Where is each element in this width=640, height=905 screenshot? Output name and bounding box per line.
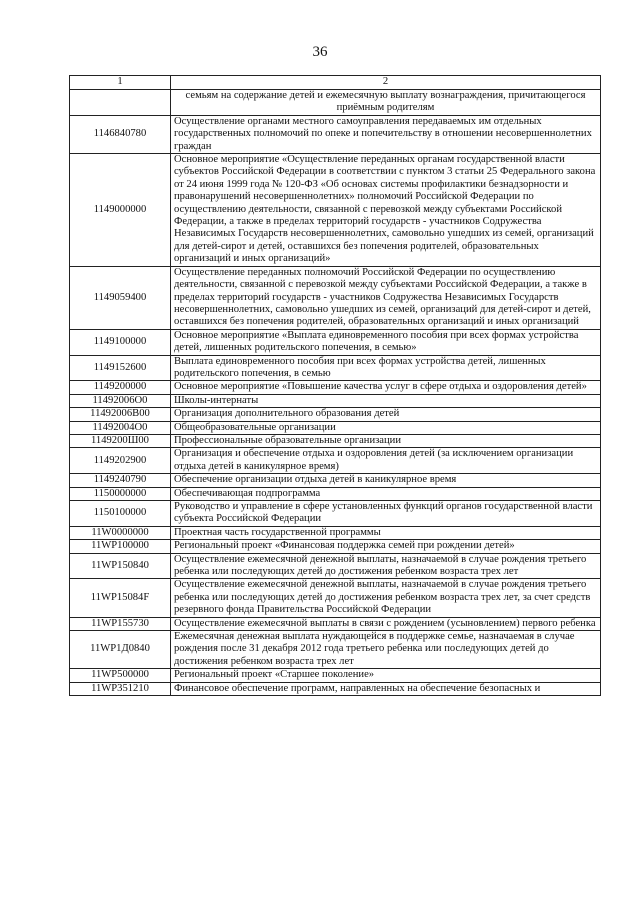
target-code-cell: 1149000000 (70, 154, 171, 267)
table-row (70, 540, 601, 553)
description-cell: Осуществление переданных полномочий Российской Федерации по осуществлению деятельности, связанной с перевозкой между субъектами Российской Федерации, а также в пределах территорий государств - участников Содружества Независимых Государств несовершеннолетних, самовольно ушедших из семей, организаций для детей-сирот и детей, оставшихся без попечения родителей, образовательных организаций и иных организаций (171, 266, 601, 329)
description-cell: Организация дополнительного образования детей (171, 408, 601, 421)
description-cell: Осуществление органами местного самоуправления передаваемых им отдельных государственных полномочий по опеке и попечительству в отношении несовершеннолетних граждан (171, 115, 601, 153)
target-code-cell: 11WP351210 (70, 682, 171, 695)
table-row (70, 553, 601, 579)
table-row (70, 631, 601, 669)
description-cell: Обеспечивающая подпрограмма (171, 487, 601, 500)
table-body (70, 90, 601, 696)
target-code-cell: 11WP155730 (70, 617, 171, 630)
table-row (70, 394, 601, 407)
target-code-cell: 11WP15084F (70, 579, 171, 617)
target-code-cell: 1150000000 (70, 487, 171, 500)
target-code-cell: 1149100000 (70, 329, 171, 355)
target-code-cell (70, 90, 171, 116)
target-code-cell: 1149152600 (70, 355, 171, 381)
table-row (70, 266, 601, 329)
table-row (70, 682, 601, 695)
table-row (70, 501, 601, 527)
column-header-2: 2 (171, 76, 601, 90)
table-row (70, 579, 601, 617)
description-cell: Организация и обеспечение отдыха и оздоровления детей (за исключением организации отдыха детей в каникулярное время) (171, 448, 601, 474)
target-code-cell: 1149200Ш00 (70, 434, 171, 447)
table-row (70, 434, 601, 447)
table-row (70, 474, 601, 487)
budget-classification-table (69, 75, 601, 696)
table-header-row (70, 76, 601, 90)
table-row (70, 329, 601, 355)
description-cell: Руководство и управление в сфере установленных функций органов государственной власти субъекта Российской Федерации (171, 501, 601, 527)
description-cell: Региональный проект «Старшее поколение» (171, 669, 601, 682)
target-code-cell: 1149240790 (70, 474, 171, 487)
description-cell: Выплата единовременного пособия при всех формах устройства детей, лишенных родительского попечения, в семью (171, 355, 601, 381)
table-row (70, 448, 601, 474)
target-code-cell: 11492004О0 (70, 421, 171, 434)
description-cell: Осуществление ежемесячной выплаты в связи с рождением (усыновлением) первого ребенка (171, 617, 601, 630)
table-row (70, 381, 601, 394)
target-code-cell: 11W0000000 (70, 526, 171, 539)
description-cell: Общеобразовательные организации (171, 421, 601, 434)
description-cell: Обеспечение организации отдыха детей в каникулярное время (171, 474, 601, 487)
target-code-cell: 1149202900 (70, 448, 171, 474)
description-cell: Основное мероприятие «Осуществление переданных органам государственной власти субъектов Российской Федерации в соответствии с пунктом 3 статьи 25 Федерального закона от 24 июня 1999 года № 120-ФЗ «Об основах системы профилактики безнадзорности и правонарушений несовершеннолетних» полномочий Российской Федерации по осуществлению деятельности, связанной с перевозкой между субъектами Российской Федерации, а также в пределах территорий государств - участников Содружества Независимых Государств несовершеннолетних, самовольно ушедших из семей, организаций для детей-сирот и детей, оставшихся без попечения родителей, образовательных организаций и иных организаций» (171, 154, 601, 267)
description-cell: Финансовое обеспечение программ, направленных на обеспечение безопасных и (171, 682, 601, 695)
description-cell: Профессиональные образовательные организации (171, 434, 601, 447)
table-row (70, 617, 601, 630)
page-number: 36 (312, 44, 328, 60)
table-row (70, 355, 601, 381)
target-code-cell: 11WP100000 (70, 540, 171, 553)
table-row (70, 115, 601, 153)
target-code-cell: 1149200000 (70, 381, 171, 394)
table-row (70, 487, 601, 500)
description-cell: Проектная часть государственной программы (171, 526, 601, 539)
description-cell: Осуществление ежемесячной денежной выплаты, назначаемой в случае рождения третьего ребенка или последующих детей до достижения ребенком возраста трех лет, за счет средств резервного фонда Правительства Российской Федерации (171, 579, 601, 617)
column-header-1: 1 (70, 76, 171, 90)
target-code-cell: 11WP500000 (70, 669, 171, 682)
description-cell: семьям на содержание детей и ежемесячную выплату вознаграждения, причитающегося приёмным родителям (171, 90, 601, 116)
table-row (70, 526, 601, 539)
description-cell: Осуществление ежемесячной денежной выплаты, назначаемой в случае рождения третьего ребенка или последующих детей до достижения ребенком возраста трех лет (171, 553, 601, 579)
target-code-cell: 11492006О0 (70, 394, 171, 407)
table-row (70, 408, 601, 421)
description-cell: Региональный проект «Финансовая поддержка семей при рождении детей» (171, 540, 601, 553)
description-cell: Школы-интернаты (171, 394, 601, 407)
description-cell: Основное мероприятие «Выплата единовременного пособия при всех формах устройства детей, лишенных родительского попечения, в семью» (171, 329, 601, 355)
table-row (70, 90, 601, 116)
table-row (70, 421, 601, 434)
target-code-cell: 1149059400 (70, 266, 171, 329)
table-row (70, 669, 601, 682)
table-row (70, 154, 601, 267)
target-code-cell: 11WP150840 (70, 553, 171, 579)
target-code-cell: 1150100000 (70, 501, 171, 527)
target-code-cell: 11WP1Д0840 (70, 631, 171, 669)
target-code-cell: 1146840780 (70, 115, 171, 153)
description-cell: Основное мероприятие «Повышение качества услуг в сфере отдыха и оздоровления детей» (171, 381, 601, 394)
target-code-cell: 11492006В00 (70, 408, 171, 421)
description-cell: Ежемесячная денежная выплата нуждающейся в поддержке семье, назначаемая в случае рождения после 31 декабря 2012 года третьего ребенка или последующих детей до достижения ребенком возраста трех лет (171, 631, 601, 669)
